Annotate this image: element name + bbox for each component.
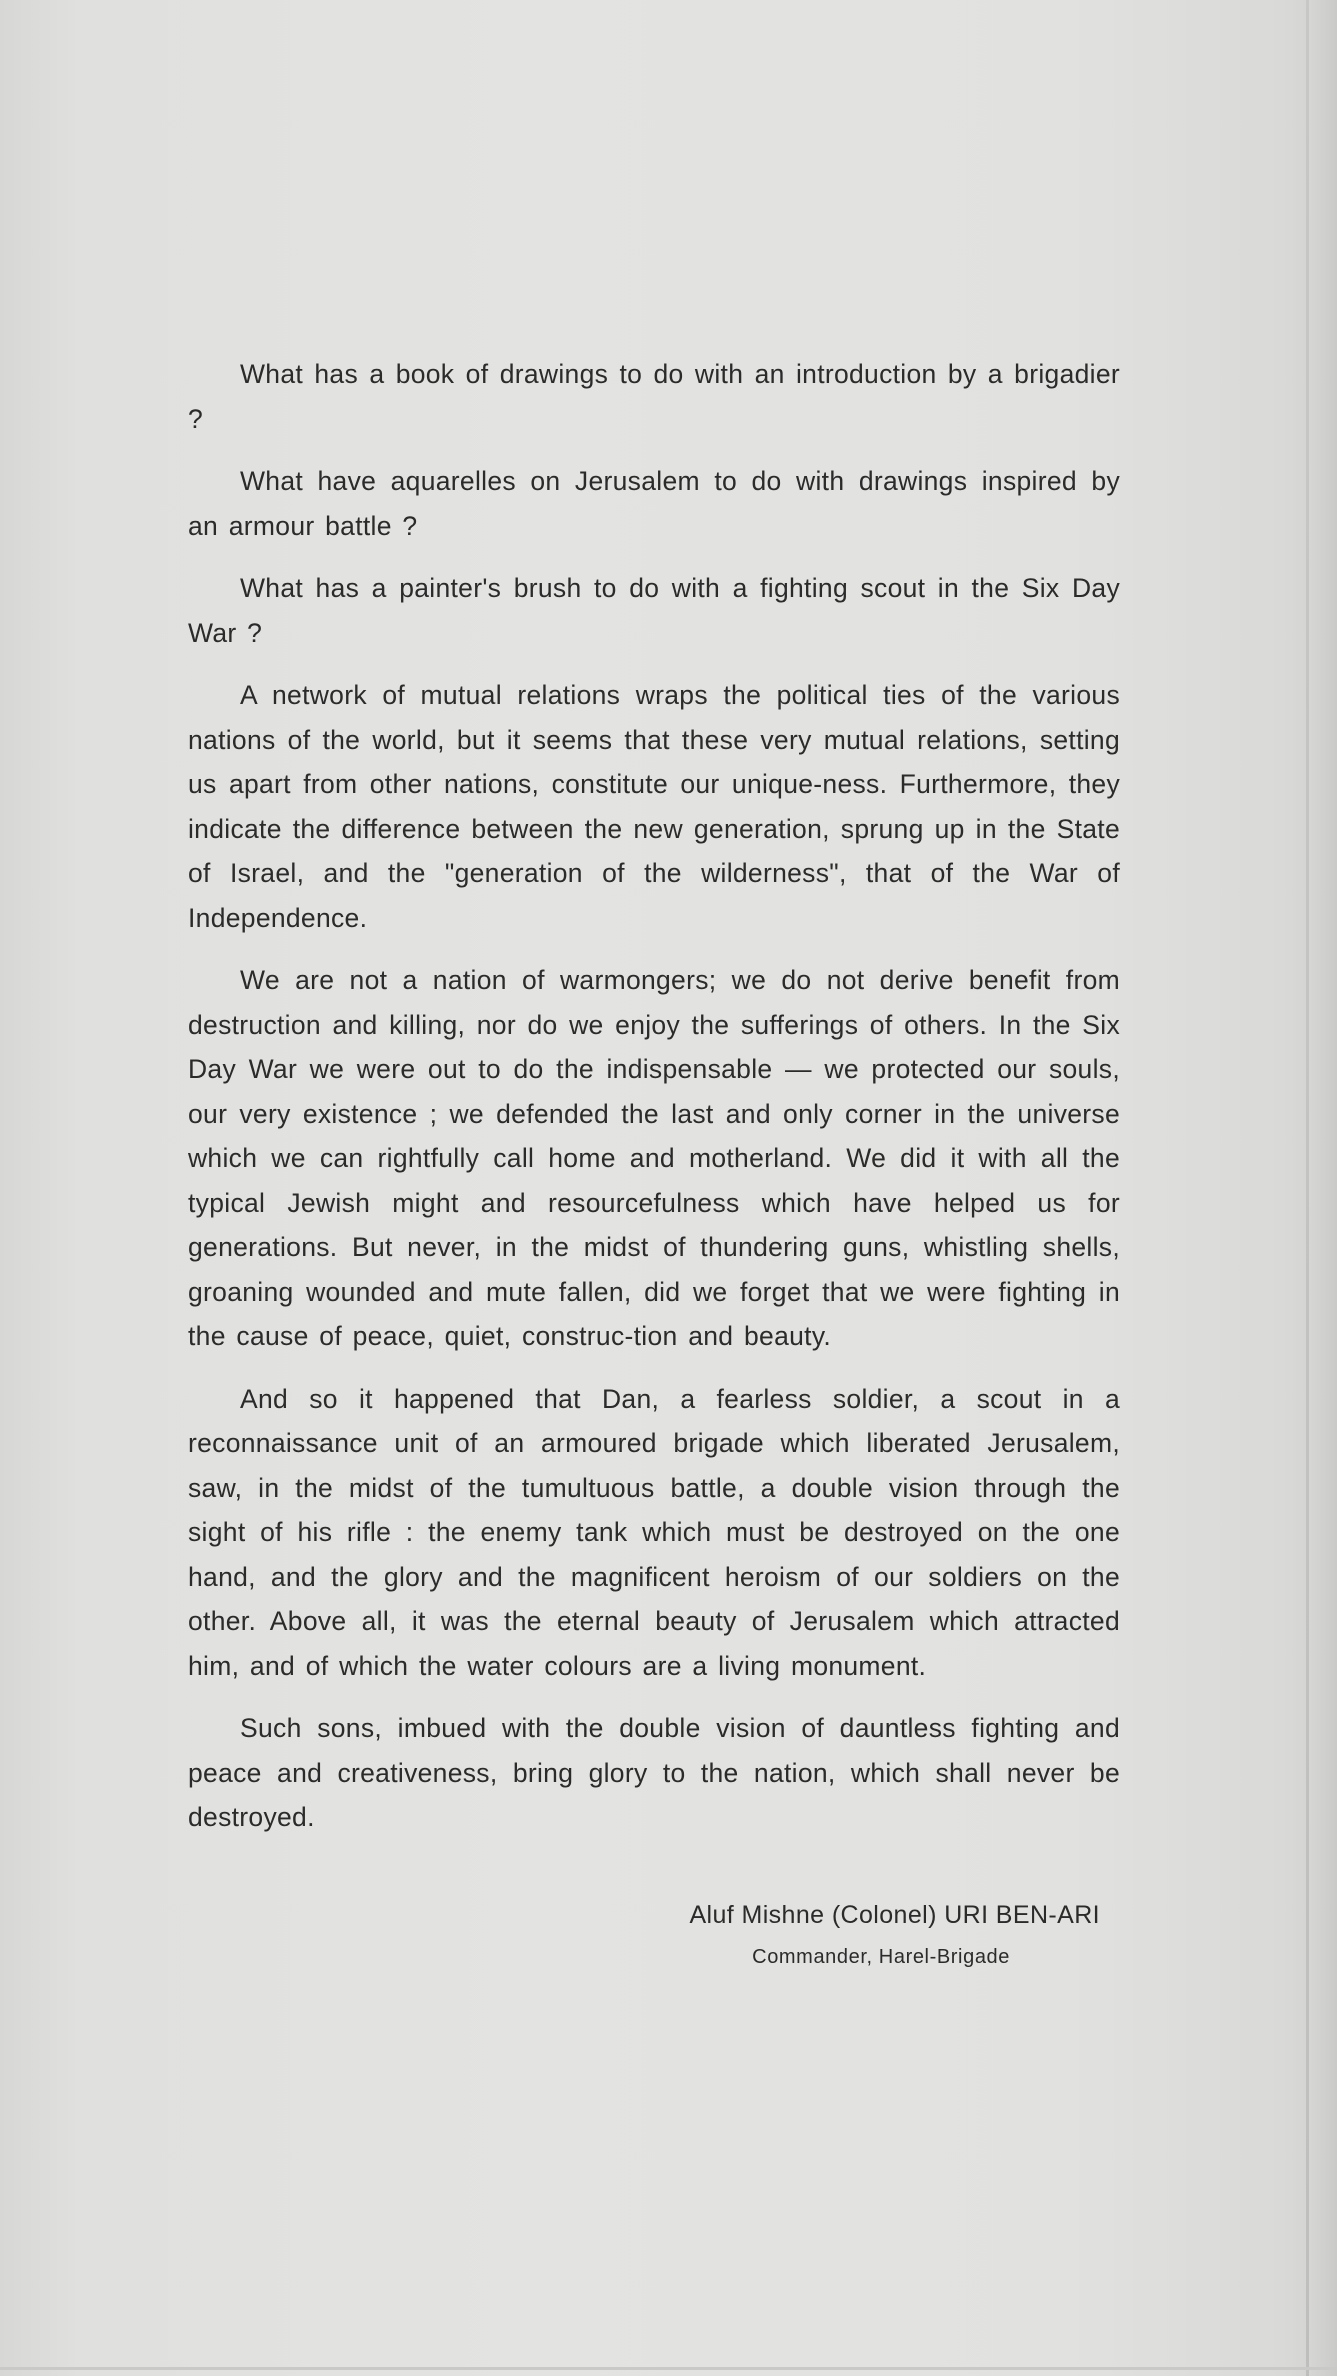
paragraph-5: We are not a nation of warmongers; we do not derive benefit from destruction and killing, nor do we enjoy the sufferings of others. In the Six Day War we were out to do the indispensable — we protected our souls, our very existence ; we defended the last and only corner in the universe which we can rightfully call home and motherland. We did it with all the typical Jewish might and resourcefulness which have helped us for generations. But never, in the midst of thundering guns, whistling shells, groaning wounded and mute fallen, did we forget that we were fighting in the cause of peace, quiet, construc-tion and beauty.	[188, 965, 1120, 1351]
paragraph-4: A network of mutual relations wraps the political ties of the various nations of the world, but it seems that these very mutual relations, setting us apart from other nations, constitute our unique-ness. Furthermore, they indicate the difference between the new generation, sprung up in the State of Israel, and the "generation of the wilderness", that of the War of Independence.	[188, 680, 1120, 933]
signature-block	[560, 1895, 1100, 1975]
page-edge-shadow	[1309, 0, 1337, 2376]
signature-title: Commander, Harel-Brigade	[752, 1946, 1010, 1968]
paragraph-6: And so it happened that Dan, a fearless soldier, a scout in a reconnaissance unit of an armoured brigade which liberated Jerusalem, saw, in the midst of the tumultuous battle, a double vision through the sight of his rifle : the enemy tank which must be destroyed on the one hand, and the glory and the magnificent heroism of our soldiers on the other. Above all, it was the eternal beauty of Jerusalem which attracted him, and of which the water colours are a living monument.	[188, 1383, 1120, 1681]
paragraph-1: What has a book of drawings to do with an introduction by a brigadier ?	[188, 359, 1120, 434]
paragraph-3: What has a painter's brush to do with a fighting scout in the Six Day War ?	[188, 573, 1120, 648]
introduction-text	[188, 352, 1120, 1858]
signature-name: Aluf Mishne (Colonel) URI BEN-ARI	[689, 1901, 1100, 1929]
paragraph-7: Such sons, imbued with the double vision of dauntless fighting and peace and creativeness, bring glory to the nation, which shall never be destroyed.	[188, 1713, 1120, 1832]
page-edge	[1306, 0, 1309, 2376]
page-bottom-edge	[0, 2367, 1337, 2370]
paragraph-2: What have aquarelles on Jerusalem to do with drawings inspired by an armour battle ?	[188, 466, 1120, 541]
